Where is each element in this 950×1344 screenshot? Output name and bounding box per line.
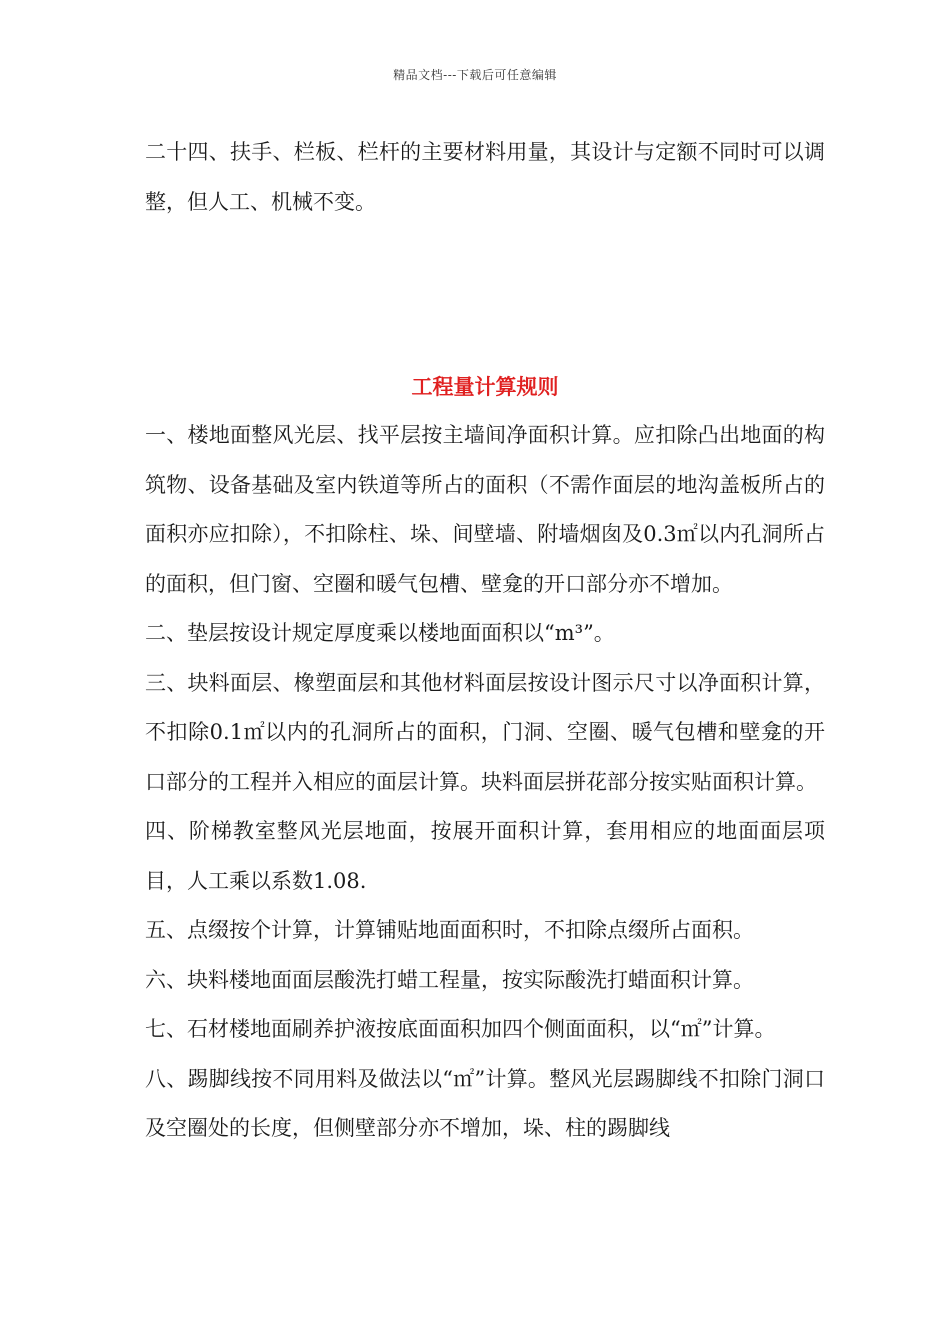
rule-item-2: 二、垫层按设计规定厚度乘以楼地面面积以“m³”。 <box>145 621 615 645</box>
rule-item-4: 四、阶梯教室整风光层地面，按展开面积计算，套用相应的地面面层项目，人工乘以系数1.08. <box>145 819 825 893</box>
rule-item-3: 三、块料面层、橡塑面层和其他材料面层按设计图示尺寸以净面积计算，不扣除0.1㎡以内的孔洞所占的面积，门洞、空圈、暖气包槽和壁龛的开口部分的工程并入相应的面层计算。块料面层拼花部分按实贴面积计算。 <box>145 670 825 794</box>
document-body <box>145 128 825 1154</box>
rule-item-6: 六、块料楼地面面层酸洗打蜡工程量，按实际酸洗打蜡面积计算。 <box>145 967 754 992</box>
rule-item-8: 八、踢脚线按不同用料及做法以“㎡”计算。整风光层踢脚线不扣除门洞口及空圈处的长度，但侧壁部分亦不增加，垛、柱的踢脚线 <box>145 1066 825 1140</box>
page-header: 精品文档---下载后可任意编辑 <box>393 68 557 82</box>
section-title: 工程量计算规则 <box>411 374 559 399</box>
rule-item-7: 七、石材楼地面刷养护液按底面面积加四个侧面面积，以“㎡”计算。 <box>145 1017 776 1041</box>
rule-item-1: 一、楼地面整风光层、找平层按主墙间净面积计算。应扣除凸出地面的构筑物、设备基础及室内铁道等所占的面积（不需作面层的地沟盖板所占的面积亦应扣除），不扣除柱、垛、间壁墙、附墙烟囱及0.3㎡以内孔洞所占的面积，但门窗、空圈和暖气包槽、壁龛的开口部分亦不增加。 <box>145 423 825 596</box>
rule-item-5: 五、点缀按个计算，计算铺贴地面面积时，不扣除点缀所占面积。 <box>145 918 754 942</box>
intro-paragraph: 二十四、扶手、栏板、栏杆的主要材料用量，其设计与定额不同时可以调整，但人工、机械不变。 <box>145 140 825 214</box>
